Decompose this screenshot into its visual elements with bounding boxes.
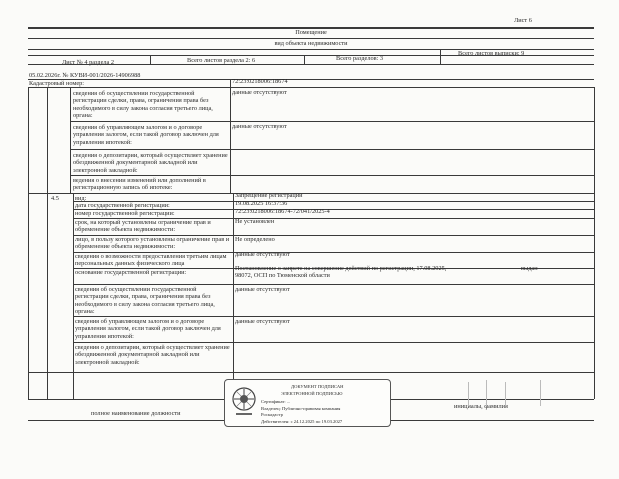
stamp-subtitle: ЭЛЕКТРОННОЙ ПОДПИСЬЮ — [281, 391, 343, 396]
info-divider — [150, 55, 151, 64]
row-label: дата государственной регистрации: — [75, 202, 170, 209]
row-label: сведения об управляющем залогом и о договоре управления залогом, если такой договор заключен для управления ипотекой: — [75, 318, 221, 340]
row-label: сведения о депозитарии, который осуществляет хранение обездвиженной документарной закладной или электронной закладной: — [73, 152, 228, 174]
stamp-certificate: Сертификат: ... — [261, 399, 291, 404]
ref-rule — [28, 79, 594, 80]
cadastral-value: 72:23:0218006:18674 — [232, 78, 288, 85]
section-sheet: Лист № 4 раздела 2 — [62, 59, 115, 66]
row-rule — [28, 372, 594, 373]
row-value: данные отсутствуют — [235, 251, 290, 258]
bleed-mark — [505, 382, 506, 406]
bleed-mark — [540, 380, 541, 406]
row-rule — [73, 284, 594, 285]
row-value: данные отсутствуют — [235, 318, 290, 325]
row-label: сведения о депозитарии, который осуществляет хранение обездвиженной документарной закладной или электронной закладной: — [75, 344, 230, 366]
row-label: ведения о внесении изменений или дополнений в регистрационную запись об ипотеке: — [73, 177, 206, 192]
row-value: Запрещение регистрации — [235, 192, 303, 199]
info-divider — [304, 55, 305, 64]
stamp-title: ДОКУМЕНТ ПОДПИСАН — [291, 384, 344, 389]
row-value: Не установлен — [235, 218, 275, 225]
row-label: основание государственной регистрации: — [75, 269, 187, 276]
row-value: данные отсутствуют — [235, 286, 290, 293]
info-rule-bottom — [28, 64, 594, 65]
object-title: Помещение — [295, 29, 327, 36]
doc-reference: 05.02.2026г. № КУВИ-001/2026-14906988 — [29, 72, 141, 79]
row-rule — [70, 149, 594, 150]
row-rule — [70, 175, 594, 176]
row-value: данные отсутствуют — [232, 123, 287, 130]
row-label: срок, на который установлены ограничение прав и обременение объекта недвижимости: — [75, 219, 211, 234]
row-rule — [70, 121, 594, 122]
stamp-owner: Владелец: Публично-правовая компания — [261, 406, 341, 411]
cadastral-rule — [28, 87, 594, 88]
row-label: сведения о возможности предоставления третьим лицам персональных данных физического лица — [75, 253, 227, 268]
table-col-2 — [73, 193, 74, 399]
row-label: сведения об осуществлении государственной регистрации сделки, права, ограничения права без необходимого в силу закона согласия третьего лица, органа: — [75, 286, 215, 316]
table-col-2 — [70, 87, 71, 193]
name-caption: инициалы, фамилия — [454, 403, 508, 410]
table-col-3 — [233, 193, 234, 399]
row-value: 19.08.2025 16:37:36 — [235, 200, 288, 207]
row-label: сведения об управляющем залогом и о договоре управления залогом, если такой договор заключен для управления ипотекой: — [73, 124, 219, 146]
row-rule — [73, 342, 594, 343]
row-rule — [28, 193, 594, 194]
object-subtitle: вид объекта недвижимости — [274, 40, 348, 47]
extract-total: Всего листов выписки: 9 — [458, 50, 525, 57]
row-value: данные отсутствуют — [232, 89, 287, 96]
cadastral-divider — [230, 79, 231, 87]
rosreestr-emblem-icon — [230, 385, 258, 421]
item-number: 4.5 — [51, 195, 59, 202]
row-rule — [73, 316, 594, 317]
position-caption: полное наименование должности — [91, 410, 181, 417]
row-label: вид: — [75, 195, 87, 202]
row-value-extra: выдан — [521, 265, 538, 272]
table-border-left — [28, 87, 29, 399]
bleed-mark — [468, 382, 469, 406]
section-total: Всего листов раздела 2: 6 — [187, 57, 256, 64]
info-divider — [440, 50, 441, 64]
stamp-owner-name: Роскадастр — [261, 412, 283, 417]
sections-total: Всего разделов: 3 — [336, 55, 384, 62]
row-label: номер государственной регистрации: — [75, 210, 175, 217]
stamp-validity: Действителен: с 24.12.2025 по 19.03.2027 — [261, 419, 343, 424]
table-col-1 — [47, 87, 48, 399]
e-signature-stamp — [224, 379, 391, 427]
row-value: Не определено — [235, 236, 275, 243]
row-value: Постановление о запрете на совершение действий по регистрации, 17.08.2025, 98072, ОСП по Тюменской области — [235, 265, 447, 280]
sheet-number: Лист 6 — [514, 17, 532, 24]
table-col-3 — [230, 87, 231, 193]
cadastral-label: Кадастровый номер: — [29, 80, 85, 87]
row-label: сведения об осуществлении государственной регистрации сделки, права, ограничения права без необходимого в силу закона согласия третьего лица, органа: — [73, 90, 213, 120]
table-border-right — [594, 87, 595, 399]
row-value: 72:23:0218006:18674-72/041/2025-4 — [235, 208, 330, 215]
bleed-mark — [486, 380, 487, 406]
row-label: лицо, в пользу которого установлены ограничение прав и обременение объекта недвижимости: — [75, 236, 230, 251]
header-rule — [28, 38, 594, 39]
